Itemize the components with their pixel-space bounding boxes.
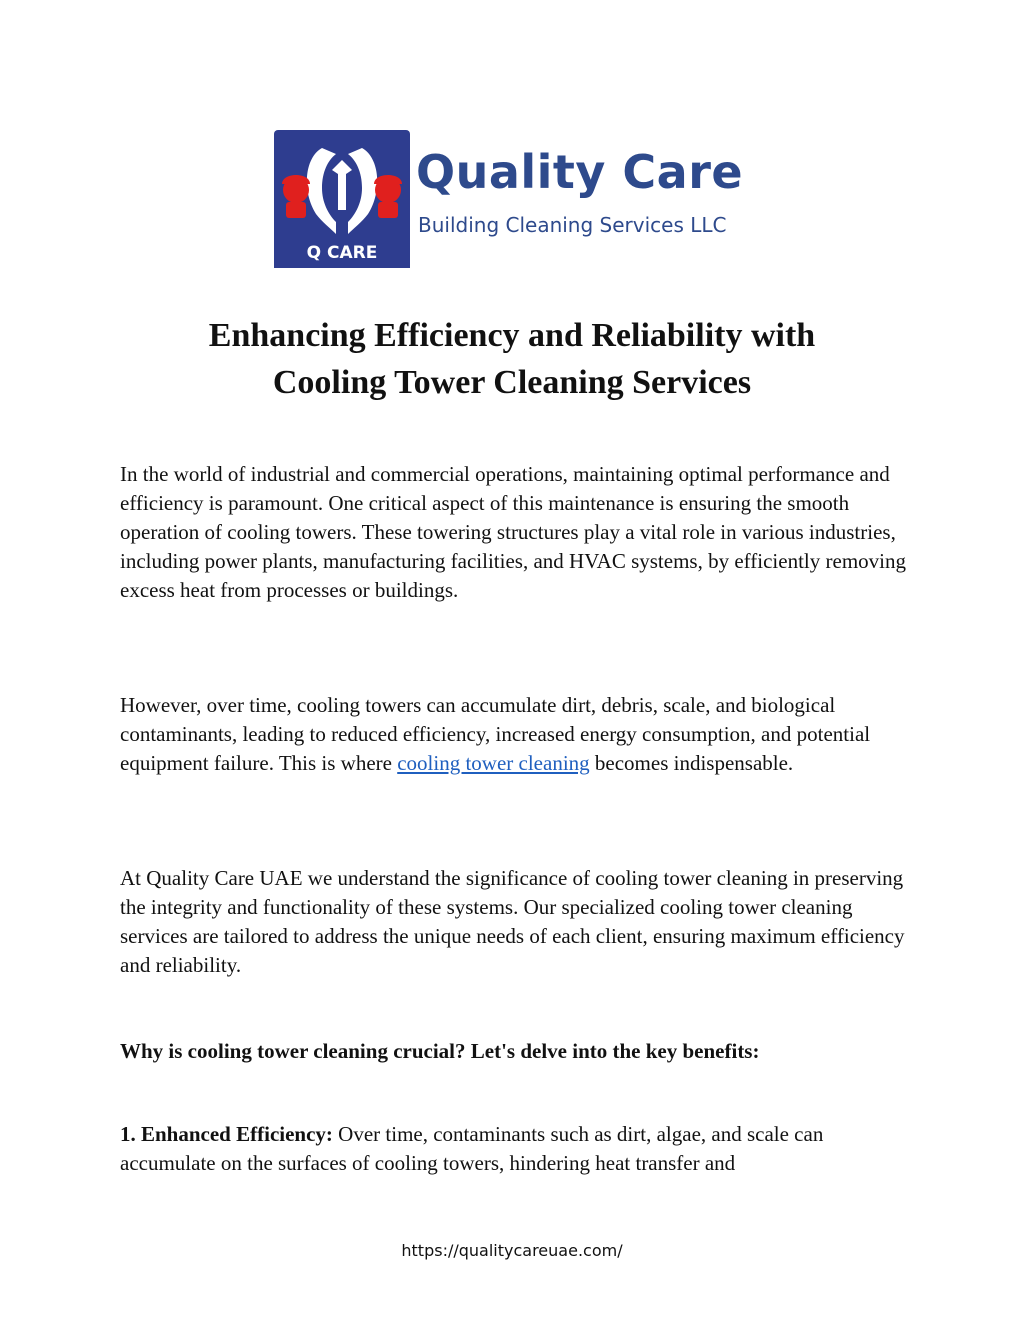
title-line-2: Cooling Tower Cleaning Services: [272, 364, 752, 401]
contamination-text-before: However, over time, cooling towers can accumulate dirt, debris, scale, and biological contaminants, leading to reduced efficiency, increased energy consumption, and potential equipment failure. This is where: [120, 693, 871, 775]
company-logo: [274, 130, 754, 270]
contamination-text-after: becomes indispensable.: [589, 751, 794, 775]
logo-company-name: Quality Care: [416, 145, 744, 199]
title-line-1: Enhancing Efficiency and Reliability with: [208, 317, 816, 354]
q-care-badge-icon: [274, 130, 410, 268]
badge-text: Q CARE: [306, 243, 378, 263]
benefits-question-heading: Why is cooling tower cleaning crucial? Let's delve into the key benefits:: [120, 1039, 760, 1063]
quality-care-paragraph: At Quality Care UAE we understand the significance of cooling tower cleaning in preserving the integrity and functionality of these systems. Our specialized cooling tower cleaning services are tailored to address the unique needs of each client, ensuring maximum efficiency and reliability.: [120, 866, 905, 977]
contamination-paragraph: [120, 691, 910, 778]
benefit-1-text: Over time, contaminants such as dirt, algae, and scale can accumulate on the surfaces of cooling towers, hindering heat transfer and: [120, 1122, 824, 1175]
benefit-1-heading: 1. Enhanced Efficiency:: [120, 1122, 333, 1146]
logo-company-subtitle: Building Cleaning Services LLC: [418, 213, 727, 237]
benefit-1-paragraph: [120, 1120, 910, 1178]
intro-paragraph: In the world of industrial and commercial operations, maintaining optimal performance and efficiency is paramount. One critical aspect of this maintenance is ensuring the smooth operation of cooling towers. These towering structures play a vital role in various industries, including power plants, manufacturing facilities, and HVAC systems, by efficiently removing excess heat from processes or buildings.: [120, 462, 906, 602]
page-title: [120, 312, 904, 406]
footer-url: https://qualitycareuae.com/: [401, 1241, 623, 1260]
cooling-tower-cleaning-link[interactable]: cooling tower cleaning: [397, 751, 590, 775]
